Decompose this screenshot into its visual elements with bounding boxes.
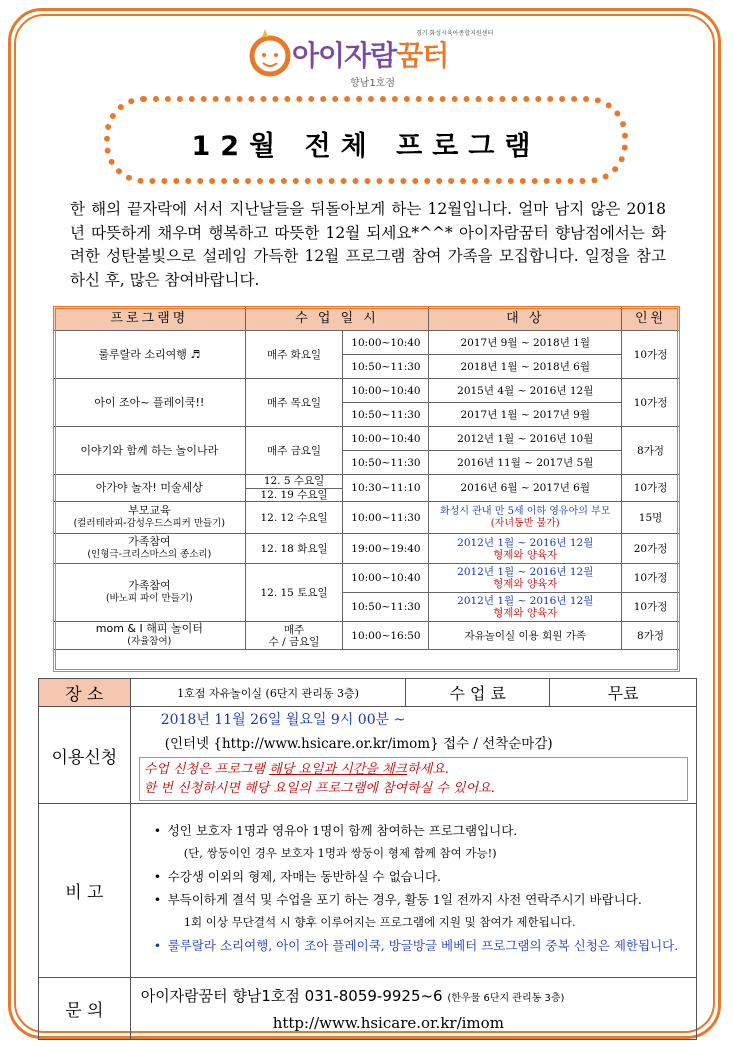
- program-day: 매주: [283, 623, 305, 636]
- program-day-sub: 수 / 금요일: [268, 635, 320, 648]
- program-target: 2018년 1월 ~ 2018년 6월: [429, 355, 622, 379]
- program-target-cell: [429, 534, 622, 564]
- program-name: 아이 조아~ 플레이쿡!!: [54, 379, 246, 427]
- program-count: 10가정: [622, 475, 680, 502]
- note-item: • 부득이하게 결석 및 수업을 포기 하는 경우, 활동 1일 전까지 사전 연락주시기 바랍니다.: [153, 891, 642, 907]
- apply-warning-1a: 수업 신청은 프로그램: [143, 762, 270, 777]
- table-row: [54, 502, 680, 534]
- program-name-cell: [54, 622, 246, 650]
- notes-label: 비 고: [39, 804, 131, 978]
- program-time: 10:00~16:50: [343, 622, 429, 650]
- fee-label: 수 업 료: [406, 679, 550, 707]
- program-time: 10:00~11:30: [343, 502, 429, 534]
- apply-warning-2: 한 번 신청하시면 해당 요일의 프로그램에 참여하실 수 있어요.: [143, 781, 495, 796]
- program-target: 2012년 1월 ~ 2016년 10월: [429, 427, 622, 451]
- header-target: 대 상: [429, 307, 622, 331]
- program-day: 12. 15 토요일: [245, 564, 343, 622]
- program-name: 아가야 놀자! 미술세상: [54, 475, 246, 502]
- apply-method: (인터넷 {http://www.hsicare.or.kr/imom} 접수 / 선착순마감): [164, 736, 553, 752]
- program-time: 10:00~10:40: [343, 379, 429, 403]
- program-name: mom & I 해피 놀이터: [95, 622, 203, 635]
- table-row: [54, 564, 680, 593]
- table-row: [54, 475, 680, 502]
- note-item: • 수강생 이외의 형제, 자매는 동반하실 수 없습니다.: [153, 868, 441, 884]
- program-target-sub: (자녀동반 불가): [490, 517, 560, 529]
- place-row: [39, 679, 697, 707]
- program-target: 2016년 6월 ~ 2017년 6월: [429, 475, 622, 502]
- program-day: 12. 12 수요일: [245, 502, 343, 534]
- logo-branch: 향남1호점: [350, 78, 396, 89]
- contact-row: [39, 978, 697, 1040]
- apply-warning-1b: 해당 요일과 시간을 체크: [269, 762, 408, 777]
- apply-warning-1: [144, 760, 683, 779]
- apply-label: 이용신청: [39, 707, 131, 804]
- contact-url[interactable]: http://www.hsicare.or.kr/imom: [272, 1014, 504, 1032]
- apply-warning-box: [139, 757, 688, 801]
- program-target-sub: 형제와 양육자: [493, 548, 558, 561]
- program-name: 이야기와 함께 하는 놀이나라: [54, 427, 246, 475]
- contact-phone: 아이자람꿈터 향남1호점 031-8059-9925~6: [140, 987, 443, 1005]
- program-time: 10:50~11:30: [343, 403, 429, 427]
- notes-row: [39, 804, 697, 978]
- notes-list: [132, 822, 695, 954]
- program-day: 매주 금요일: [245, 427, 343, 475]
- program-count: 8가정: [622, 427, 680, 475]
- program-target: 자유놀이실 이용 회원 가족: [429, 622, 622, 650]
- program-time: 19:00~19:40: [343, 534, 429, 564]
- apply-warning-1c: 하세요.: [407, 762, 449, 777]
- intro-paragraph: 한 해의 끝자락에 서서 지난날들을 뒤돌아보게 하는 12월입니다. 얼마 남지 않은 2018년 따뜻하게 채우며 행복하고 따뜻한 12월 되세요*^^* 아이자람꿈터 향남점에서는 화려한 성탄불빛으로 설레임 가득한 12월 프로그램 참여 가족을 모집합니다. 일정을 참고하신 후, 많은 참여바랍니다.: [70, 200, 666, 289]
- program-count: 15명: [622, 502, 680, 534]
- program-name: 부모교육: [128, 504, 171, 517]
- program-day: 12. 18 화요일: [245, 534, 343, 564]
- program-time: 10:50~11:30: [343, 355, 429, 379]
- note-item: 1회 이상 무단결석 시 향후 이루어지는 프로그램에 지원 및 참여가 제한됩니다.: [183, 914, 576, 929]
- table-row: [54, 331, 680, 355]
- program-time: 10:30~11:10: [343, 475, 429, 502]
- program-target: 화성시 관내 만 5세 이하 영유아의 부모: [440, 505, 611, 517]
- program-count: 10가정: [622, 593, 680, 622]
- program-name-sub: (자율참여): [127, 636, 172, 647]
- program-time: 10:00~10:40: [343, 427, 429, 451]
- table-row: [54, 622, 680, 650]
- logo: [248, 22, 508, 94]
- program-target: 2012년 1월 ~ 2016년 12월: [457, 595, 594, 607]
- note-item: • 룰루랄라 소리여행, 아이 조아 플레이쿡, 방글방글 베베터 프로그램의 중복 신청은 제한됩니다.: [153, 937, 679, 953]
- page-title: 12월 전체 프로그램: [191, 131, 541, 162]
- program-day: 매주 목요일: [245, 379, 343, 427]
- title-box: [104, 96, 628, 184]
- program-name: 가족참여: [128, 579, 171, 592]
- logo-name-part2: 꿈터: [396, 39, 449, 72]
- notes-content: [130, 804, 696, 978]
- program-table: [53, 306, 680, 650]
- apply-content: [130, 707, 696, 804]
- program-name-sub: (컬러테라피-감성우드스피커 만들기): [73, 518, 226, 529]
- note-item: (단, 쌍둥이인 경우 보호자 1명과 쌍둥이 형제 함께 참여 가능!): [183, 845, 497, 860]
- program-count: 10가정: [622, 564, 680, 593]
- program-target-sub: 형제와 양육자: [493, 578, 558, 590]
- program-day-cell: [245, 622, 343, 650]
- program-target-cell: [429, 502, 622, 534]
- program-target-sub: 형제와 양육자: [493, 607, 558, 619]
- program-name: 룰루랄라 소리여행 ♬: [54, 331, 246, 379]
- program-count: 20가정: [622, 534, 680, 564]
- program-count: 8가정: [622, 622, 680, 650]
- program-time: 10:00~10:40: [343, 331, 429, 355]
- program-time: 10:50~11:30: [343, 451, 429, 475]
- fee-value: 무료: [550, 679, 697, 707]
- program-days: [245, 475, 343, 502]
- program-count: 10가정: [622, 379, 680, 427]
- table-row: [54, 534, 680, 564]
- program-target: 2012년 1월 ~ 2016년 12월: [457, 566, 594, 578]
- program-time: 10:00~10:40: [343, 564, 429, 593]
- header-count: 인원: [622, 307, 680, 331]
- place-label: 장 소: [39, 679, 131, 707]
- header-program: 프로그램명: [54, 307, 246, 331]
- program-name-sub: (인형극-크리스마스의 종소리): [87, 549, 212, 560]
- logo-agency: 경기 화성시육아종합지원센터: [416, 30, 494, 37]
- program-time: 10:50~11:30: [343, 593, 429, 622]
- program-target: 2012년 1월 ~ 2016년 12월: [457, 536, 594, 549]
- program-target: 2017년 1월 ~ 2017년 9월: [429, 403, 622, 427]
- program-target: 2015년 4월 ~ 2016년 12월: [429, 379, 622, 403]
- header-schedule: 수 업 일 시: [245, 307, 429, 331]
- program-day: 매주 화요일: [245, 331, 343, 379]
- note-item: • 성인 보호자 1명과 영유아 1명이 함께 참여하는 프로그램입니다.: [153, 822, 518, 838]
- contact-label: 문 의: [39, 978, 131, 1040]
- program-day: 12. 19 수요일: [260, 489, 328, 501]
- program-name-cell: [54, 502, 246, 534]
- contact-address: (한우물 6단지 관리동 3층): [447, 993, 565, 1004]
- logo-name-part1: 아이자람: [292, 39, 397, 72]
- info-table: [38, 678, 697, 1040]
- program-target: 2016년 11월 ~ 2017년 5월: [429, 451, 622, 475]
- program-name-cell: [54, 564, 246, 622]
- program-name: 가족참여: [128, 535, 171, 548]
- table-row: [54, 427, 680, 451]
- table-header-row: [54, 307, 680, 331]
- child-face-icon: [248, 26, 292, 84]
- program-name-cell: [54, 534, 246, 564]
- program-count: 10가정: [622, 331, 680, 379]
- contact-content: [130, 978, 696, 1040]
- apply-row: [39, 707, 697, 804]
- apply-date: 2018년 11월 26일 월요일 9시 00분 ~: [160, 712, 406, 728]
- program-target-cell: [429, 564, 622, 593]
- place-value: 1호점 자유놀이실 (6단지 관리동 3층): [130, 679, 406, 707]
- program-name-sub: (바노피 파이 만들기): [105, 593, 193, 604]
- table-row: [54, 379, 680, 403]
- program-target-cell: [429, 593, 622, 622]
- contact-main: [141, 985, 686, 1006]
- program-target: 2017년 9월 ~ 2018년 1월: [429, 331, 622, 355]
- program-day: 12. 5 수요일: [246, 475, 343, 489]
- logo-text: [292, 34, 448, 74]
